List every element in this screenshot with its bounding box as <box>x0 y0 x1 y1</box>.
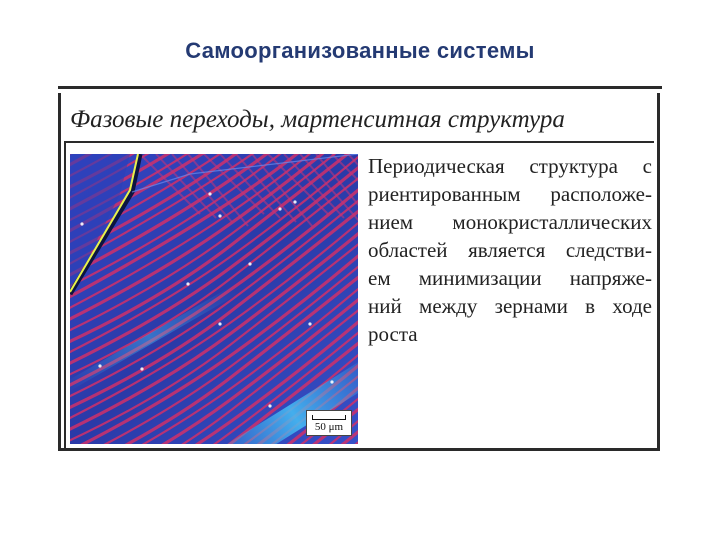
scale-bar-box <box>306 410 352 436</box>
figure-heading: Фазовые переходы, мартенситная структура <box>70 106 565 133</box>
description-line: ний между зернами в ходе <box>368 294 652 318</box>
scale-bar <box>312 415 346 420</box>
description-line: нием монокристаллических <box>368 210 652 234</box>
description-line: областей является следстви- <box>368 238 652 262</box>
frame-top-rule <box>58 86 662 89</box>
slide-title: Самоорганизованные системы <box>185 38 535 63</box>
description-line: ем минимизации напряже- <box>368 266 652 290</box>
description-line: Периодическая структура с <box>368 154 652 178</box>
description-line: роста <box>368 322 418 346</box>
scale-label: 50 μm <box>314 421 344 433</box>
martensite-micrograph <box>70 154 358 444</box>
figure-description <box>368 152 652 348</box>
frame-inner-rule <box>64 143 66 449</box>
description-line: риентированным расположе- <box>368 182 652 206</box>
